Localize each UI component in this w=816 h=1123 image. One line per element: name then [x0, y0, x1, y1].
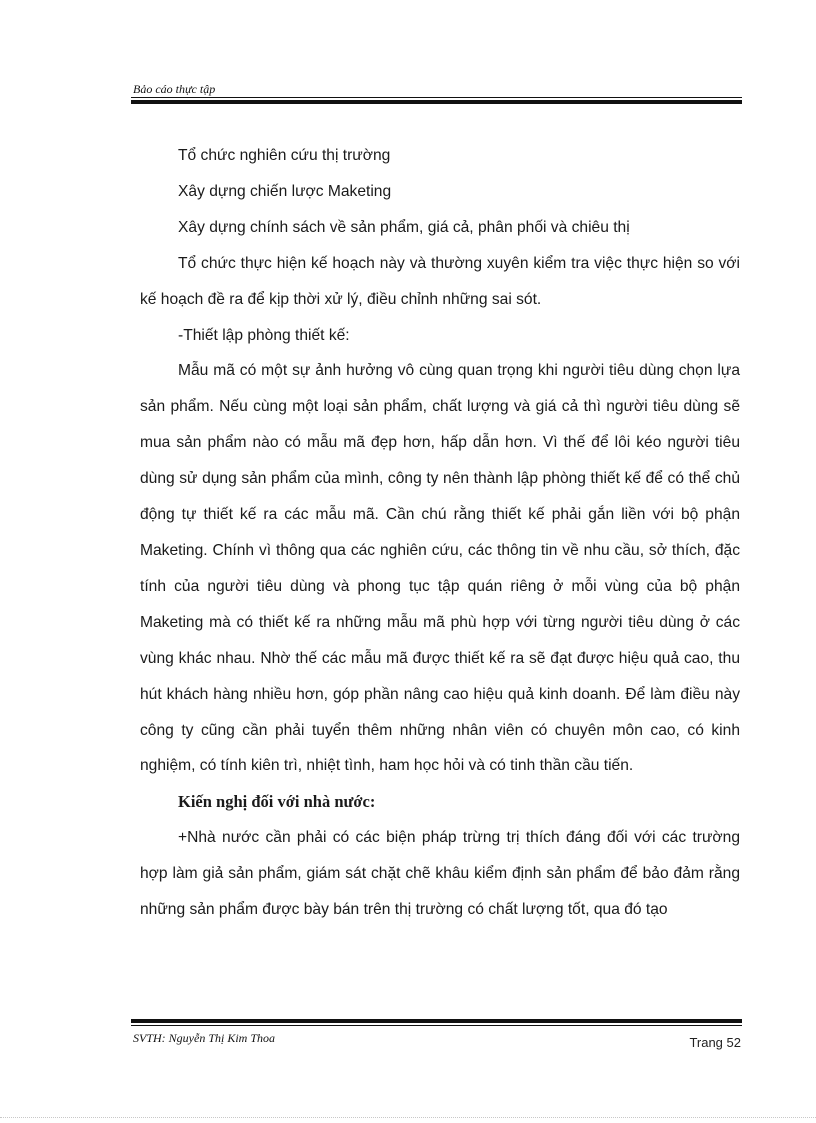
page-number: Trang 52 — [689, 1035, 741, 1050]
paragraph: -Thiết lập phòng thiết kế: — [178, 326, 350, 344]
paragraph: Xây dựng chính sách về sản phẩm, giá cả, phân phối và chiêu thị — [178, 218, 630, 236]
paragraph: Mẫu mã có một sự ảnh hưởng vô cùng quan trọng khi người tiêu dùng chọn lựa sản phẩm. Nếu cùng một loại sản phẩm, chất lượng và giá cả thì người tiêu dùng sẽ mua sản phẩm nào có mẫu mã đẹp hơn, hấp dẫn hơn. Vì thế để lôi kéo người tiêu dùng sử dụng sản phẩm của mình, công ty nên thành lập phòng thiết kế để có thể chủ động tự thiết kế ra các mẫu mã. Cần chú rằng thiết kế phải gắn liền với bộ phận Maketing. Chính vì thông qua các nghiên cứu, các thông tin về nhu cầu, sở thích, đặc tính của người tiêu dùng và phong tục tập quán riêng ở mỗi vùng của bộ phận Maketing mà có thiết kế ra những mẫu mã phù hợp với từng người tiêu dùng ở các vùng khác nhau. Nhờ thế các mẫu mã được thiết kế ra sẽ đạt được hiệu quả cao, thu hút khách hàng nhiều hơn, góp phần nâng cao hiệu quả kinh doanh. Để làm điều này công ty cũng cần phải tuyển thêm những nhân viên có chuyên môn cao, có kinh nghiệm, có tính kiên trì, nhiệt tình, ham học hỏi và có tinh thần cầu tiến. — [140, 362, 740, 775]
footer-author: SVTH: Nguyễn Thị Kim Thoa — [133, 1031, 276, 1045]
header-rule — [131, 97, 742, 104]
paragraph: Xây dựng chiến lược Maketing — [178, 182, 392, 200]
header-title: Bảo cáo thực tập — [133, 82, 216, 96]
footer-rule — [131, 1019, 742, 1026]
paragraph: +Nhà nước cần phải có các biện pháp trừng trị thích đáng đối với các trường hợp làm giả sản phẩm, giám sát chặt chẽ khâu kiểm định sản phẩm để bảo đảm rằng những sản phẩm được bày bán trên thị trường có chất lượng tốt, qua đó tạo — [140, 829, 740, 919]
paragraph: Tổ chức thực hiện kế hoạch này và thường xuyên kiểm tra việc thực hiện so với kế hoạch đề ra để kịp thời xử lý, điều chỉnh những sai sót. — [140, 254, 740, 308]
section-heading: Kiến nghị đối với nhà nước: — [178, 792, 376, 812]
paragraph: Tổ chức nghiên cứu thị trường — [178, 147, 391, 164]
page-edge-divider — [0, 1117, 816, 1118]
body-text — [140, 138, 740, 928]
